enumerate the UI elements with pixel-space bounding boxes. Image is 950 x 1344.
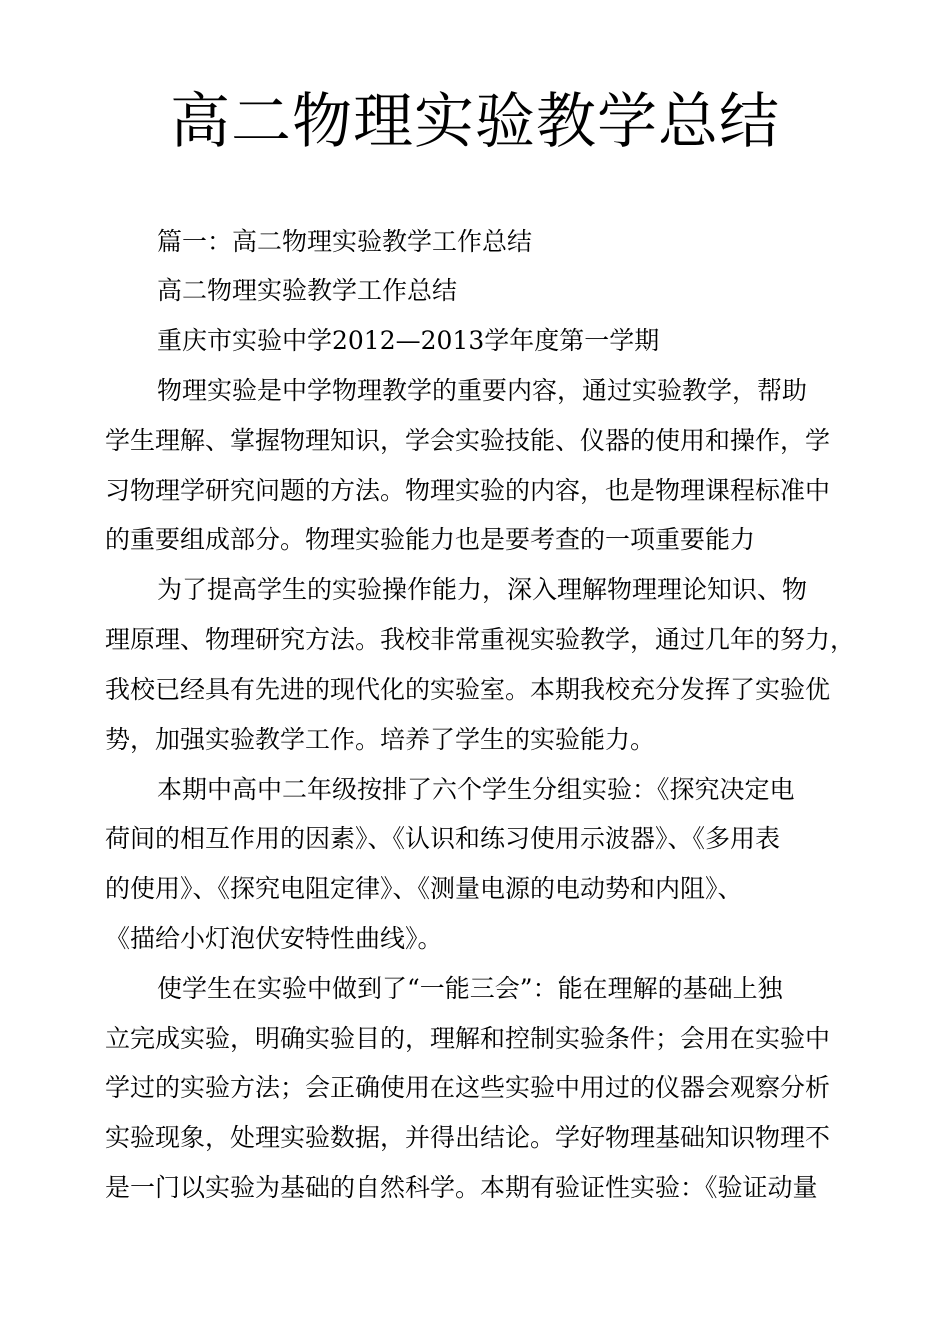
body-line-1: 篇一：高二物理实验教学工作总结 xyxy=(157,227,533,256)
body-line-18: 学过的实验方法；会正确使用在这些实验中用过的仪器会观察分析 xyxy=(105,1073,831,1102)
body-line-6: 习物理学研究问题的方法。物理实验的内容，也是物理课程标准中 xyxy=(105,476,831,505)
body-line-9: 理原理、物理研究方法。我校非常重视实验教学，通过几年的努力， xyxy=(105,625,856,654)
body-line-2: 高二物理实验教学工作总结 xyxy=(157,276,458,305)
body-line-19: 实验现象，处理实验数据，并得出结论。学好物理基础知识物理不 xyxy=(105,1123,831,1152)
document-title: 高二物理实验教学总结 xyxy=(170,87,780,157)
body-line-11: 势，加强实验教学工作。培养了学生的实验能力。 xyxy=(105,725,656,754)
body-line-15: 《描给小灯泡伏安特性曲线》。 xyxy=(105,924,443,953)
body-line-16: 使学生在实验中做到了“一能三会”：能在理解的基础上独 xyxy=(157,974,783,1003)
body-line-14: 的使用》、《探究电阻定律》、《测量电源的电动势和内阻》、 xyxy=(105,874,743,903)
body-line-4: 物理实验是中学物理教学的重要内容，通过实验教学，帮助 xyxy=(157,376,808,405)
body-line-3: 重庆市实验中学2012—2013学年度第一学期 xyxy=(157,326,660,355)
body-line-10: 我校已经具有先进的现代化的实验室。本期我校充分发挥了实验优 xyxy=(105,675,831,704)
body-line-5: 学生理解、掌握物理知识，学会实验技能、仪器的使用和操作，学 xyxy=(105,426,831,455)
body-line-12: 本期中高中二年级按排了六个学生分组实验：《探究决定电 xyxy=(157,775,795,804)
body-line-7: 的重要组成部分。物理实验能力也是要考查的一项重要能力 xyxy=(105,525,756,554)
body-line-13: 荷间的相互作用的因素》、《认识和练习使用示波器》、《多用表 xyxy=(105,824,781,853)
body-line-20: 是一门以实验为基础的自然科学。本期有验证性实验：《验证动量 xyxy=(105,1173,818,1202)
body-line-8: 为了提高学生的实验操作能力，深入理解物理理论知识、物 xyxy=(157,575,808,604)
body-line-17: 立完成实验，明确实验目的，理解和控制实验条件；会用在实验中 xyxy=(105,1024,831,1053)
